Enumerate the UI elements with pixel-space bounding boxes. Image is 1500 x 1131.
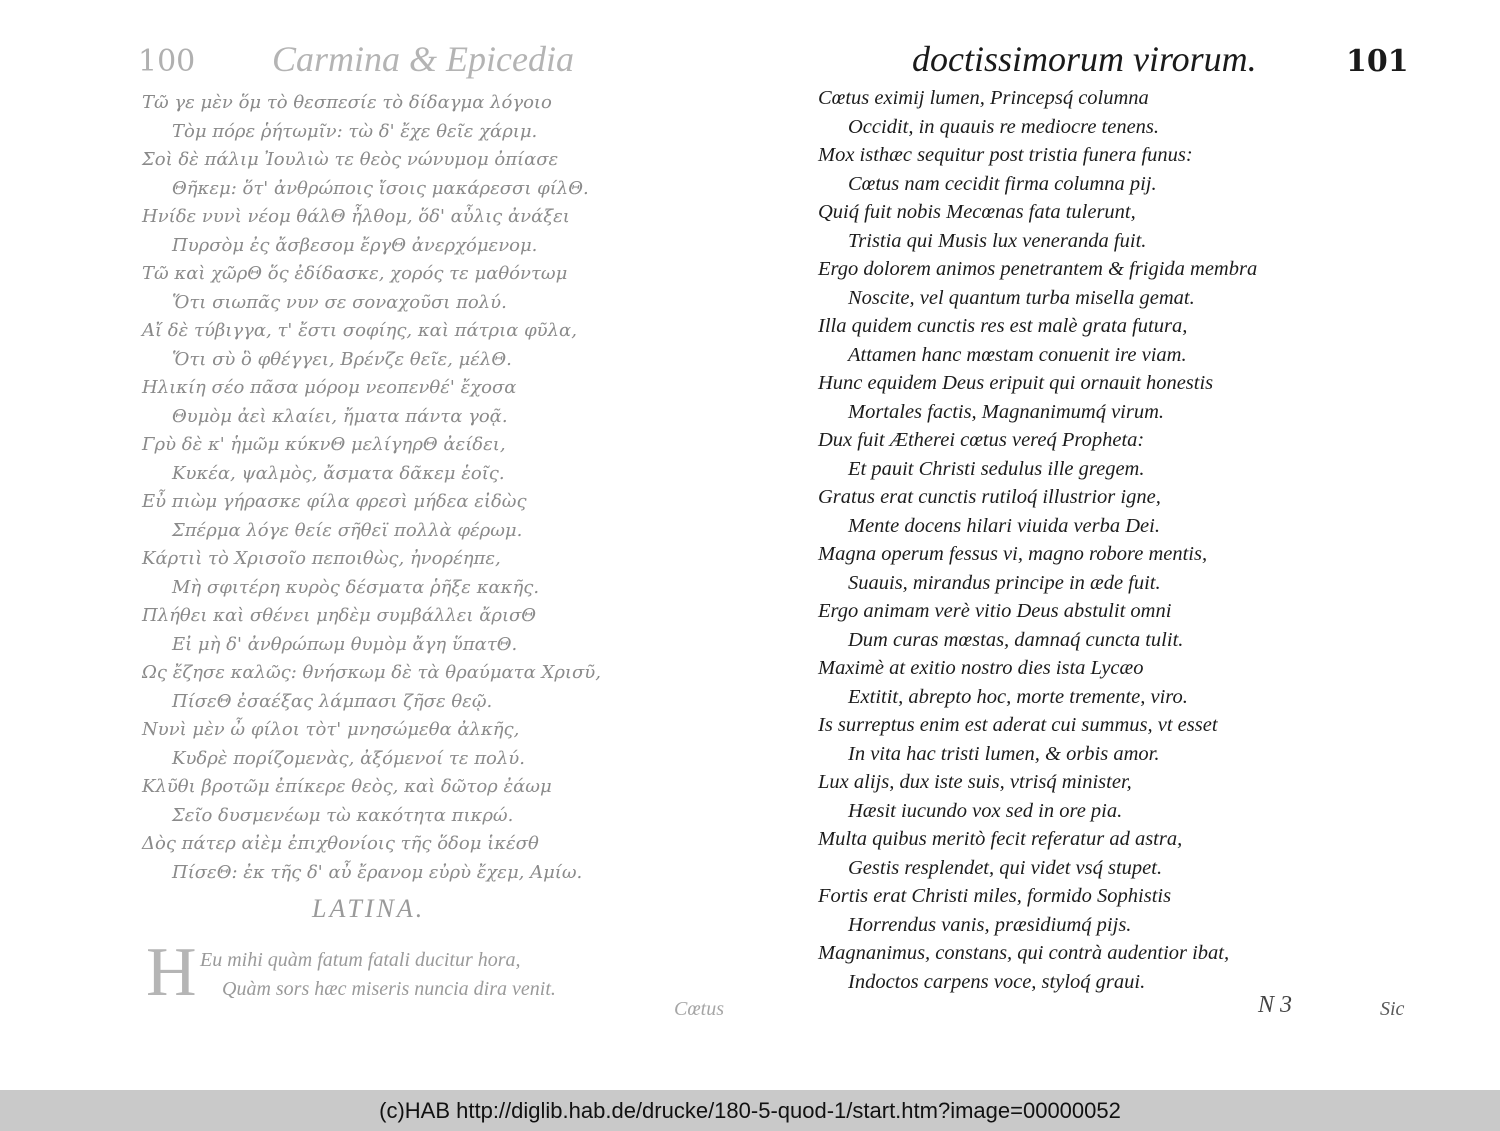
latin-verse-block: [818, 84, 1257, 996]
verse-line: Dux fuit Ætherei cœtus vereq́ Propheta:: [818, 429, 1145, 451]
verse-line: Τὸμ πόρε ῥήτωμῖν: τὼ δ' ἔχε θεῖε χάριμ.: [172, 120, 538, 142]
verse-line: Cœtus nam cecidit firma columna pij.: [848, 172, 1157, 195]
verse-line: Ὅτι σὺ ὃ φθέγγει, Βρένζε θεῖε, μέλΘ.: [172, 348, 512, 370]
latina-line-1: Eu mihi quàm fatum fatali ducitur hora,: [200, 949, 521, 971]
verse-line: In vita hac tristi lumen, & orbis amor.: [848, 742, 1160, 765]
verse-line: Mortales factis, Magnanimumq́ virum.: [848, 400, 1165, 423]
verse-line: Mox isthæc sequitur post tristia funera funus:: [818, 144, 1193, 166]
verse-line: Gratus erat cunctis rutiloq́ illustrior igne,: [818, 486, 1161, 508]
verse-line: Maximè at exitio nostro dies ista Lycæo: [818, 657, 1144, 679]
verse-line: Gestis resplendet, qui videt vsq́ stupet.: [848, 856, 1163, 879]
verse-line: Θῆκεμ: ὅτ' ἀνθρώποις ἴσοις μακάρεσσι φίλΘ.: [172, 177, 589, 199]
verse-line: Extitit, abrepto hoc, morte tremente, viro.: [848, 685, 1188, 708]
verse-line: Ως ἔζησε καλῶς: θνήσκωμ δὲ τὰ θραύματα Χρισῦ,: [142, 662, 601, 683]
verse-line: Ηνίδε νυνὶ νέομ θάλΘ ἦλθομ, ὅδ' αὖλις ἀνάξει: [142, 206, 570, 227]
verse-line: Σεῖο δυσμενέωμ τὼ κακότητα πικρώ.: [172, 804, 514, 826]
verse-line: Horrendus vanis, præsidiumq́ pijs.: [848, 913, 1132, 936]
verse-line: Noscite, vel quantum turba misella gemat.: [848, 286, 1195, 309]
left-page: [0, 0, 750, 1090]
verse-line: Νυνὶ μὲν ὦ φίλοι τὸτ' μνησώμεθα ἀλκῆς,: [142, 719, 520, 740]
verse-line: Εὖ πιὼμ γήρασκε φίλα φρεσὶ μήδεα εἰδὼς: [142, 491, 527, 512]
verse-line: Suauis, mirandus principe in æde fuit.: [848, 571, 1161, 594]
drop-cap: H: [146, 934, 197, 1011]
verse-line: Is surreptus enim est aderat cui summus, vt esset: [818, 714, 1218, 736]
verse-line: Κυδρὲ πορίζομενὰς, ἀξόμενοί τε πολύ.: [172, 747, 525, 769]
verse-line: Mente docens hilari viuida verba Dei.: [848, 514, 1160, 537]
greek-verse-block: [142, 89, 601, 887]
verse-line: Σπέρμα λόγε θείε σῆθεϊ πολλὰ φέρωμ.: [172, 519, 523, 541]
verse-line: Ηλικίη σέο πᾶσα μόρομ νεοπενθέ' ἔχοσα: [142, 377, 517, 398]
verse-line: Τῶ γε μὲν ὅμ τὸ θεσπεσίε τὸ δίδαγμα λόγοιο: [142, 92, 552, 113]
page-number-right: 101: [1346, 44, 1409, 79]
page-number-left: 100: [138, 44, 196, 79]
verse-line: Ὅτι σιωπᾶς νυν σε σοναχοῦσι πολύ.: [172, 291, 507, 313]
verse-line: Et pauit Christi sedulus ille gregem.: [848, 457, 1145, 480]
catchword-left: Cœtus: [674, 998, 725, 1020]
verse-line: Indoctos carpens voce, styloq́ graui.: [848, 970, 1146, 993]
latina-verse-block: [200, 946, 556, 1004]
verse-line: Πυρσὸμ ἐς ἄσβεσομ ἔργΘ ἀνερχόμενομ.: [172, 234, 538, 256]
verse-line: Hæsit iucundo vox sed in ore pia.: [848, 799, 1123, 822]
verse-line: Magnanimus, constans, qui contrà audentior ibat,: [818, 942, 1230, 964]
verse-line: ΠίσεΘ: ἐκ τῆς δ' αὖ ἔρανομ εὐρὺ ἔχεμ, Αμίω.: [172, 861, 583, 883]
catchword-right: Sic: [1380, 998, 1405, 1020]
verse-line: Lux alijs, dux iste suis, vtrisq́ minister,: [818, 771, 1132, 793]
verse-line: Tristia qui Musis lux veneranda fuit.: [848, 229, 1147, 252]
verse-line: Θυμὸμ ἀεὶ κλαίει, ἤματα πάντα γοᾷ.: [172, 405, 508, 427]
verse-line: Quiq́ fuit nobis Mecœnas fata tulerunt,: [818, 201, 1136, 223]
right-page: [750, 0, 1500, 1090]
verse-line: Δὸς πάτερ αἰὲμ ἐπιχθονίοις τῆς ὅδομ ἱκέσθ: [142, 833, 539, 854]
verse-line: Ergo dolorem animos penetrantem & frigida membra: [818, 258, 1258, 280]
verse-line: Αἴ δὲ τύβιγγα, τ' ἔστι σοφίης, καὶ πάτρια φῦλα,: [142, 320, 577, 341]
verse-line: Γρὺ δὲ κ' ἡμῶμ κύκνΘ μελίγηρΘ ἀείδει,: [142, 434, 506, 455]
verse-line: Πλήθει καὶ σθένει μηδὲμ συμβάλλει ἄρισΘ: [142, 605, 537, 626]
signature-mark: N 3: [1258, 992, 1293, 1018]
latina-line-2: Quàm sors hæc miseris nuncia dira venit.: [222, 978, 556, 1000]
verse-line: Multa quibus meritò fecit referatur ad astra,: [818, 828, 1183, 850]
latina-heading: LATINA.: [312, 894, 426, 923]
verse-line: ΠίσεΘ ἐσαέξας λάμπασι ζῆσε θεῷ.: [172, 690, 493, 712]
verse-line: Occidit, in quauis re mediocre tenens.: [848, 115, 1160, 138]
verse-line: Μὴ σφιτέρη κυρὸς δέσματα ῥῆξε κακῆς.: [172, 576, 540, 598]
verse-line: Attamen hanc mœstam conuenit ire viam.: [848, 343, 1187, 366]
verse-line: Κυκέα, ψαλμὸς, ἄσματα δᾶκεμ ἑοῖς.: [172, 462, 505, 484]
verse-line: Magna operum fessus vi, magno robore mentis,: [818, 543, 1208, 565]
verse-line: Fortis erat Christi miles, formido Sophistis: [818, 885, 1172, 907]
verse-line: Illa quidem cunctis res est malè grata futura,: [818, 315, 1188, 337]
verse-line: Hunc equidem Deus eripuit qui ornauit honestis: [818, 372, 1214, 394]
running-head-right: doctissimorum virorum.: [912, 39, 1257, 79]
verse-line: Ergo animam verè vitio Deus abstulit omni: [818, 600, 1172, 622]
verse-line: Dum curas mœstas, damnaq́ cuncta tulit.: [848, 628, 1184, 651]
verse-line: Σοὶ δὲ πάλιμ Ἰουλιὼ τε θεὸς νώνυμομ ὀπίασε: [142, 149, 559, 170]
verse-line: Cœtus eximij lumen, Princepsq́ columna: [818, 87, 1149, 109]
verse-line: Κάρτιὶ τὸ Χρισοῖο πεποιθὼς, ἠνορέηπε,: [142, 548, 501, 569]
verse-line: Εἰ μὴ δ' ἀνθρώπωμ θυμὸμ ἄγη ὕπατΘ.: [172, 633, 518, 655]
verse-line: Κλῦθι βροτῶμ ἐπίκερε θεὸς, καὶ δῶτορ ἐάωμ: [142, 776, 552, 797]
verse-line: Τῶ καὶ χῶρΘ ὅς ἐδίδασκε, χορός τε μαθόντωμ: [142, 263, 568, 284]
running-head-left: Carmina & Epicedia: [272, 39, 574, 79]
copyright-footer: (c)HAB http://diglib.hab.de/drucke/180-5-quod-1/start.htm?image=00000052: [0, 1090, 1500, 1131]
